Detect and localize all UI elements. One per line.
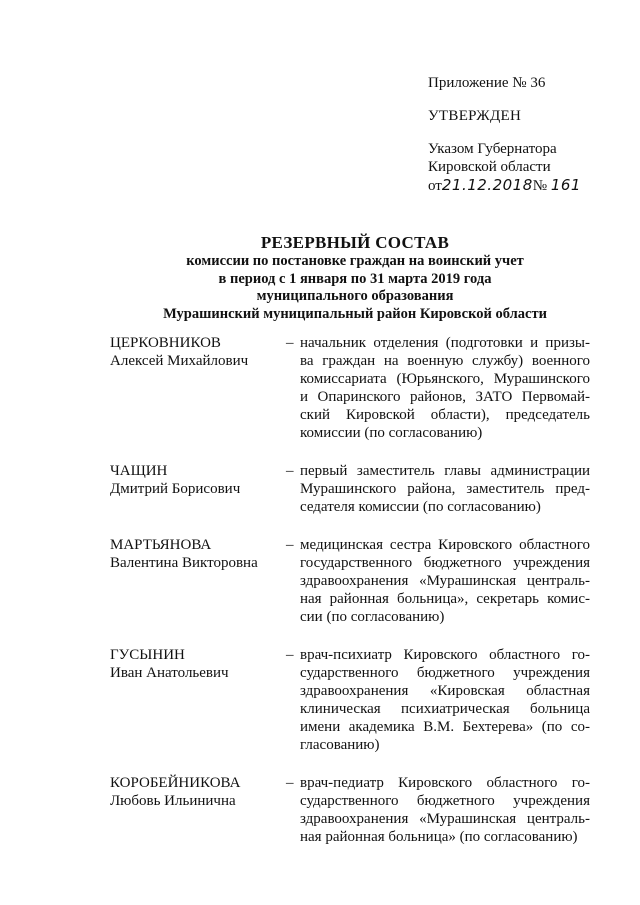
role-line: ва граждан на военную службу) военного xyxy=(300,353,590,369)
role-line: государственного бюджетного учреждения xyxy=(300,555,590,571)
member-surname: КОРОБЕЙНИКОВА xyxy=(110,775,241,791)
member-surname: ЧАЩИН xyxy=(110,463,168,479)
title-line: Мурашинский муниципальный район Кировской области xyxy=(163,305,547,322)
member-surname: ГУСЫНИН xyxy=(110,647,185,663)
dash-separator: – xyxy=(286,463,294,479)
member-given-name: Валентина Викторовна xyxy=(110,555,258,571)
member-role xyxy=(300,536,590,626)
role-line: сии (по согласованию) xyxy=(300,609,445,625)
handwritten-number: 161 xyxy=(550,176,581,194)
approved-stamp-text: УТВЕРЖДЕН xyxy=(428,108,522,124)
role-line: имени академика В.М. Бехтерева» (по со- xyxy=(300,719,590,735)
member-name xyxy=(110,462,286,516)
member-entry xyxy=(110,462,600,516)
member-entry xyxy=(110,646,600,754)
dash-separator: – xyxy=(286,775,294,791)
member-role xyxy=(300,774,590,846)
appendix-number: Приложение № 36 xyxy=(428,75,546,91)
number-prefix: № xyxy=(532,178,548,194)
role-line: комиссии (по согласованию) xyxy=(300,425,483,441)
member-name xyxy=(110,334,286,442)
role-line: врач-психиатр Кировского областного го- xyxy=(300,647,590,663)
role-line: комиссариата (Юрьянского, Мурашинского xyxy=(300,371,590,387)
dash-separator: – xyxy=(286,537,294,553)
dash-separator: – xyxy=(286,335,294,351)
member-list xyxy=(110,334,600,846)
role-line: седателя комиссии (по согласованию) xyxy=(300,499,541,515)
member-role xyxy=(300,334,590,442)
member-given-name: Дмитрий Борисович xyxy=(110,481,241,497)
decree-date-line xyxy=(428,176,581,195)
member-role xyxy=(300,646,590,754)
role-line: ский Кировской области), председатель xyxy=(300,407,590,423)
member-surname: МАРТЬЯНОВА xyxy=(110,537,212,553)
date-prefix: от xyxy=(428,178,442,194)
role-line: здравоохранения «Мурашинская централь- xyxy=(300,573,590,589)
member-given-name: Любовь Ильинична xyxy=(110,793,236,809)
role-line: здравоохранения «Мурашинская централь- xyxy=(300,811,590,827)
member-given-name: Иван Анатольевич xyxy=(110,665,229,681)
role-line: ная районная больница», секретарь комис- xyxy=(300,591,590,607)
handwritten-date: 21.12.2018 xyxy=(441,176,533,194)
title-main: РЕЗЕРВНЫЙ СОСТАВ xyxy=(260,233,450,252)
member-entry xyxy=(110,334,600,442)
role-line: Мурашинского района, заместитель пред- xyxy=(300,481,590,497)
member-name xyxy=(110,536,286,626)
member-given-name: Алексей Михайлович xyxy=(110,353,249,369)
title-line: в период с 1 января по 31 марта 2019 года xyxy=(218,270,492,287)
member-role xyxy=(300,462,590,516)
role-line: первый заместитель главы администрации xyxy=(300,463,590,479)
role-line: клиническая психиатрическая больница xyxy=(300,701,590,717)
role-line: гласованию) xyxy=(300,737,380,753)
decree-line-2: Кировской области xyxy=(428,159,551,175)
role-line: медицинская сестра Кировского областного xyxy=(300,537,590,553)
decree-reference xyxy=(428,140,581,195)
role-line: ная районная больница» (по согласованию) xyxy=(300,829,578,845)
role-line: сударственного бюджетного учреждения xyxy=(300,793,590,809)
role-line: врач-педиатр Кировского областного го- xyxy=(300,775,590,791)
role-line: здравоохранения «Кировская областная xyxy=(300,683,590,699)
role-line: начальник отделения (подготовки и призы- xyxy=(300,335,590,351)
member-entry xyxy=(110,536,600,626)
member-name xyxy=(110,774,286,846)
member-entry xyxy=(110,774,600,846)
dash-separator: – xyxy=(286,647,294,663)
member-surname: ЦЕРКОВНИКОВ xyxy=(110,335,221,351)
document-title xyxy=(120,233,590,323)
role-line: и Опаринского районов, ЗАТО Первомай- xyxy=(300,389,590,405)
role-line: сударственного бюджетного учреждения xyxy=(300,665,590,681)
member-name xyxy=(110,646,286,754)
title-line: муниципального образования xyxy=(256,288,454,304)
decree-line-1: Указом Губернатора xyxy=(428,141,557,157)
title-line: комиссии по постановке граждан на воинский учет xyxy=(186,253,524,269)
